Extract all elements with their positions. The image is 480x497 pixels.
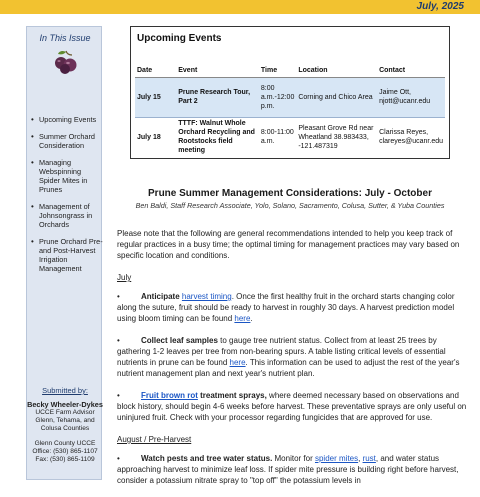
harvest-timing-link[interactable]: harvest timing	[181, 292, 232, 301]
events-header-row	[135, 65, 445, 77]
toc-item[interactable]: • Prune Orchard Pre- and Post-Harvest Irrigation Management	[31, 237, 103, 273]
list-item: • Fruit brown rot treatment sprays, where deemed necessary based on observations and block history, should begin 4-6 weeks before harvest. These preventative sprays are only useful on uninjured fruit. Check with your processor regarding fungicides that are approved for use.	[117, 391, 467, 422]
contact-email[interactable]: clareyes@ucanr.edu	[379, 138, 443, 146]
issue-toc	[31, 115, 103, 281]
event-date: July 15	[135, 77, 176, 117]
events-title: Upcoming Events	[137, 33, 222, 44]
author-counties: Glenn, Tehama, and Colusa Counties	[35, 417, 95, 432]
col-time: Time	[259, 65, 296, 77]
event-time: 8:00 a.m.-12:00 p.m.	[259, 77, 296, 117]
section-july: July	[117, 273, 132, 282]
contact-email[interactable]: njott@ucanr.edu	[379, 98, 431, 105]
sidebar	[26, 26, 102, 480]
article-intro: Please note that the following are general recommendations intended to help you keep track of regular practices in a busy time; the optimal timing for management practices may vary based on specific location and conditions.	[117, 229, 460, 260]
event-location: Corning and Chico Area	[296, 77, 377, 117]
event-time: 8:00-11:00 a.m.	[260, 129, 294, 146]
bullet-lead: Watch pests and tree water status.	[141, 454, 273, 463]
col-date: Date	[135, 65, 176, 77]
toc-item[interactable]: • Summer Orchard Consideration	[31, 132, 103, 150]
office-phone: Office: (530) 865-1107	[32, 448, 98, 455]
article-byline: Ben Baldi, Staff Research Associate, Yolo, Solano, Sacramento, Colusa, Sutter, & Yuba Counties	[135, 201, 445, 210]
fax-number: Fax: (530) 865-1109	[35, 456, 95, 463]
toc-item[interactable]: • Upcoming Events	[31, 115, 103, 124]
list-item: • Collect leaf samples to gauge tree nutrient status. Collect from at least 25 trees by gathering 1-2 leaves per tree from non-bearing spurs. A table listing critical levels of essential nutrients in prune can be found here. This information can be used to adjust the rest of the year's nutrient management plan and next year's nutrient plan.	[117, 336, 460, 378]
col-contact: Contact	[377, 65, 445, 77]
nutrient-table-link[interactable]: here	[229, 358, 246, 367]
table-row	[135, 77, 445, 117]
submitted-label: Submitted by:	[42, 386, 88, 395]
event-location: Pleasant Grove Rd near Wheatland 38.983433, -121.487319	[298, 124, 374, 150]
contact-name: Clarissa Reyes,	[379, 129, 429, 137]
spider-mites-link[interactable]: spider mites	[314, 454, 359, 463]
event-name: Prune Research Tour, Part 2	[176, 77, 259, 117]
article-body	[117, 228, 467, 497]
col-location: Location	[296, 65, 377, 77]
toc-item[interactable]: • Management of Johnsongrass in Orchards	[31, 202, 103, 229]
author-name: Becky Wheeler-Dykes	[27, 400, 103, 409]
list-item: • Watch pests and tree water status. Monitor for spider mites, rust, and water status approaching harvest to minimize leaf loss. If spider mite pressure is building right before harvest, consider a potassium nitrate spray to "top off" the potassium levels in	[117, 454, 459, 485]
table-row	[135, 117, 445, 157]
col-event: Event	[176, 65, 259, 77]
contact-name: Jaime Ott,	[379, 89, 411, 96]
events-table	[135, 65, 445, 157]
event-contact	[377, 77, 445, 117]
article-title: Prune Summer Management Considerations: July - October	[148, 188, 432, 199]
rust-link[interactable]: rust	[362, 454, 376, 463]
harvest-model-link[interactable]: here	[234, 314, 251, 323]
bullet-lead: Anticipate	[141, 292, 182, 301]
section-august: August / Pre-Harvest	[117, 435, 192, 444]
upcoming-events-box	[130, 26, 450, 159]
list-item: • Anticipate harvest timing. Once the first healthy fruit in the orchard starts changing color along the suture, fruit should be ready to harvest in roughly 30 days. A harvest prediction model using bloom timing can be found here.	[117, 292, 455, 323]
event-date: July 18	[137, 133, 161, 141]
submitted-by-block	[27, 387, 103, 464]
brown-rot-link[interactable]: Fruit brown rot	[141, 391, 198, 400]
event-contact	[377, 117, 445, 157]
sidebar-heading: In This Issue	[39, 33, 91, 43]
issue-date: July, 2025	[416, 1, 464, 12]
author-title: UCCE Farm Advisor	[35, 409, 95, 416]
event-name: TTTF: Walnut Whole Orchard Recycling and Rootstocks field meeting	[178, 120, 255, 155]
toc-item[interactable]: • Managing Webspinning Spider Mites in Prunes	[31, 158, 103, 194]
bullet-lead: Collect leaf samples	[141, 336, 218, 345]
plum-icon	[53, 49, 79, 75]
header-banner	[0, 0, 480, 14]
office-name: Glenn County UCCE	[34, 440, 96, 447]
